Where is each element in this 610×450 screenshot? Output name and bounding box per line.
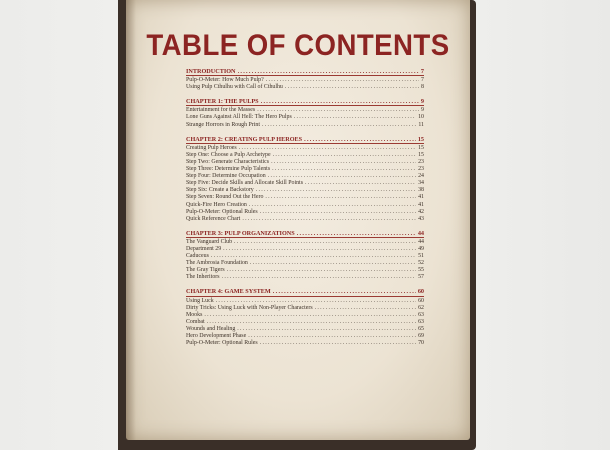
dot-leader (204, 312, 416, 319)
entry-page-number: 11 (418, 121, 424, 128)
entry-page-number: 62 (418, 304, 424, 311)
entry-title: Combat (186, 318, 205, 325)
dot-leader (249, 202, 416, 209)
entry-title: Pulp-O-Meter: Optional Rules (186, 208, 258, 215)
toc-entry[interactable] (186, 267, 424, 274)
dot-leader (305, 180, 416, 187)
toc-entry[interactable] (186, 260, 424, 267)
dot-leader (216, 298, 416, 305)
toc-entry[interactable] (186, 298, 424, 305)
dot-leader (242, 216, 416, 223)
chapter-heading[interactable] (186, 98, 424, 105)
entry-page-number: 41 (418, 201, 424, 208)
entry-title: Step Three: Determine Pulp Talents (186, 166, 271, 173)
table-of-contents (186, 68, 424, 347)
toc-entry[interactable] (186, 114, 424, 121)
entry-title: Caduceus (186, 253, 209, 260)
page-spine-shadow (126, 0, 136, 440)
dot-leader (266, 77, 419, 84)
entry-title: Quick Reference Chart (186, 215, 241, 222)
toc-entry[interactable] (186, 194, 424, 201)
dot-leader (234, 239, 416, 246)
dot-leader (265, 194, 416, 201)
toc-entry[interactable] (186, 246, 424, 253)
entry-page-number: 23 (418, 158, 424, 165)
entry-title: Using Pulp Cthulhu with Call of Cthulhu (186, 84, 283, 91)
entry-title: Step Two: Generate Characteristics (186, 158, 270, 165)
dot-leader (256, 187, 416, 194)
toc-entry[interactable] (186, 107, 424, 114)
dot-leader (260, 209, 416, 216)
toc-entry[interactable] (186, 253, 424, 260)
dot-leader (285, 84, 419, 91)
section-gap (186, 223, 424, 230)
chapter-page-number: 7 (420, 68, 424, 75)
entry-page-number: 57 (418, 274, 424, 281)
toc-entry[interactable] (186, 173, 424, 180)
entry-title: Dirty Tricks: Using Luck with Non-Player Characters (186, 304, 313, 311)
chapter-title: CHAPTER 3: PULP ORGANIZATIONS (186, 229, 295, 237)
entry-title: Entertainment for the Masses (186, 107, 256, 114)
chapter-heading[interactable] (186, 230, 424, 237)
entry-page-number: 63 (418, 318, 424, 325)
entry-title: Wounds and Healing (186, 325, 236, 332)
dot-leader (315, 305, 416, 312)
page-title: TABLE OF CONTENTS (146, 29, 450, 62)
toc-entry[interactable] (186, 159, 424, 166)
chapter-title: CHAPTER 2: CREATING PULP HEROES (186, 135, 303, 143)
entry-page-number: 43 (418, 215, 424, 222)
dot-leader (304, 136, 416, 143)
chapter-rule (186, 75, 424, 76)
dot-leader (297, 230, 416, 237)
entry-title: The Vanguard Club (186, 238, 233, 245)
entry-page-number: 7 (421, 77, 424, 84)
entry-title: Pulp-O-Meter: Optional Rules (186, 340, 258, 347)
toc-entry[interactable] (186, 216, 424, 223)
entry-page-number: 41 (418, 194, 424, 201)
toc-entry[interactable] (186, 312, 424, 319)
dot-leader (237, 326, 416, 333)
dot-leader (248, 333, 416, 340)
dot-leader (261, 98, 419, 105)
entry-title: Step One: Choose a Pulp Archetype (186, 151, 271, 158)
entry-page-number: 51 (418, 253, 424, 260)
entry-page-number: 70 (418, 340, 424, 347)
chapter-heading[interactable] (186, 136, 424, 143)
dot-leader (272, 166, 416, 173)
entry-page-number: 23 (418, 166, 424, 173)
entry-title: The Gray Tigers (186, 267, 225, 274)
entry-page-number: 42 (418, 208, 424, 215)
entry-page-number: 34 (418, 180, 424, 187)
dot-leader (250, 260, 416, 267)
entry-page-number: 38 (418, 187, 424, 194)
section-gap (186, 91, 424, 98)
dot-leader (211, 253, 416, 260)
toc-entry[interactable] (186, 180, 424, 187)
entry-page-number: 65 (418, 325, 424, 332)
entry-title: Step Five: Decide Skills and Allocate Skill Points (186, 180, 303, 187)
toc-entry[interactable] (186, 202, 424, 209)
dot-leader (262, 122, 416, 129)
chapter-rule (186, 296, 424, 297)
dot-leader (227, 267, 416, 274)
entry-title: Step Four: Determine Occupation (186, 173, 266, 180)
entry-title: Step Six: Create a Backstory (186, 187, 254, 194)
chapter-heading[interactable] (186, 68, 424, 75)
entry-title: Strange Horrors in Rough Print (186, 121, 260, 128)
entry-page-number: 8 (421, 84, 424, 91)
toc-entry[interactable] (186, 152, 424, 159)
chapter-rule (186, 237, 424, 238)
toc-entry[interactable] (186, 122, 424, 129)
entry-title: Creating Pulp Heroes (186, 144, 237, 151)
chapter-rule (186, 143, 424, 144)
chapter-page-number: 15 (417, 135, 424, 143)
entry-page-number: 9 (421, 107, 424, 114)
entry-title: Step Seven: Round Out the Hero (186, 194, 264, 201)
entry-title: The Inheritors (186, 274, 220, 281)
chapter-title: CHAPTER 4: GAME SYSTEM (186, 288, 271, 296)
entry-page-number: 24 (418, 173, 424, 180)
dot-leader (239, 145, 416, 152)
toc-entry[interactable] (186, 333, 424, 340)
entry-title: Department 29 (186, 245, 222, 252)
entry-title: Quick-Fire Hero Creation (186, 201, 247, 208)
toc-entry[interactable] (186, 319, 424, 326)
toc-entry[interactable] (186, 209, 424, 216)
chapter-page-number: 60 (417, 288, 424, 296)
entry-page-number: 10 (418, 114, 424, 121)
dot-leader (260, 340, 416, 347)
dot-leader (238, 68, 419, 75)
toc-entry[interactable] (186, 305, 424, 312)
chapter-page-number: 9 (420, 98, 424, 106)
entry-title: Lone Guns Against All Hell: The Hero Pulps (186, 114, 292, 121)
toc-entry[interactable] (186, 340, 424, 347)
entry-title: Pulp-O-Meter: How Much Pulp? (186, 77, 264, 84)
entry-page-number: 60 (418, 297, 424, 304)
dot-leader (268, 173, 416, 180)
entry-title: Hero Development Phase (186, 333, 247, 339)
toc-entry[interactable] (186, 145, 424, 152)
entry-title: Mooks (186, 311, 203, 318)
dot-leader (257, 107, 419, 114)
chapter-title: INTRODUCTION (186, 68, 236, 75)
entry-page-number: 63 (418, 311, 424, 318)
chapter-title: CHAPTER 1: THE PULPS (186, 98, 259, 106)
toc-entry[interactable] (186, 326, 424, 333)
toc-entry[interactable] (186, 166, 424, 173)
entry-page-number: 69 (418, 333, 424, 339)
toc-entry[interactable] (186, 239, 424, 246)
chapter-heading[interactable] (186, 288, 424, 295)
entry-title: Using Luck (186, 297, 214, 304)
dot-leader (223, 246, 416, 253)
entry-page-number: 15 (418, 151, 424, 158)
toc-entry[interactable] (186, 274, 424, 281)
entry-page-number: 49 (418, 245, 424, 252)
dot-leader (294, 114, 416, 121)
dot-leader (273, 152, 417, 159)
entry-page-number: 44 (418, 238, 424, 245)
entry-page-number: 52 (418, 260, 424, 267)
entry-title: The Ambrosia Foundation (186, 260, 248, 267)
dot-leader (207, 319, 416, 326)
dot-leader (273, 288, 416, 295)
dot-leader (222, 274, 417, 281)
section-gap (186, 281, 424, 288)
section-gap (186, 129, 424, 136)
toc-entry[interactable] (186, 84, 424, 91)
chapter-page-number: 44 (417, 229, 424, 237)
toc-entry[interactable] (186, 187, 424, 194)
entry-page-number: 15 (418, 144, 424, 151)
entry-page-number: 55 (418, 267, 424, 274)
dot-leader (271, 159, 416, 166)
